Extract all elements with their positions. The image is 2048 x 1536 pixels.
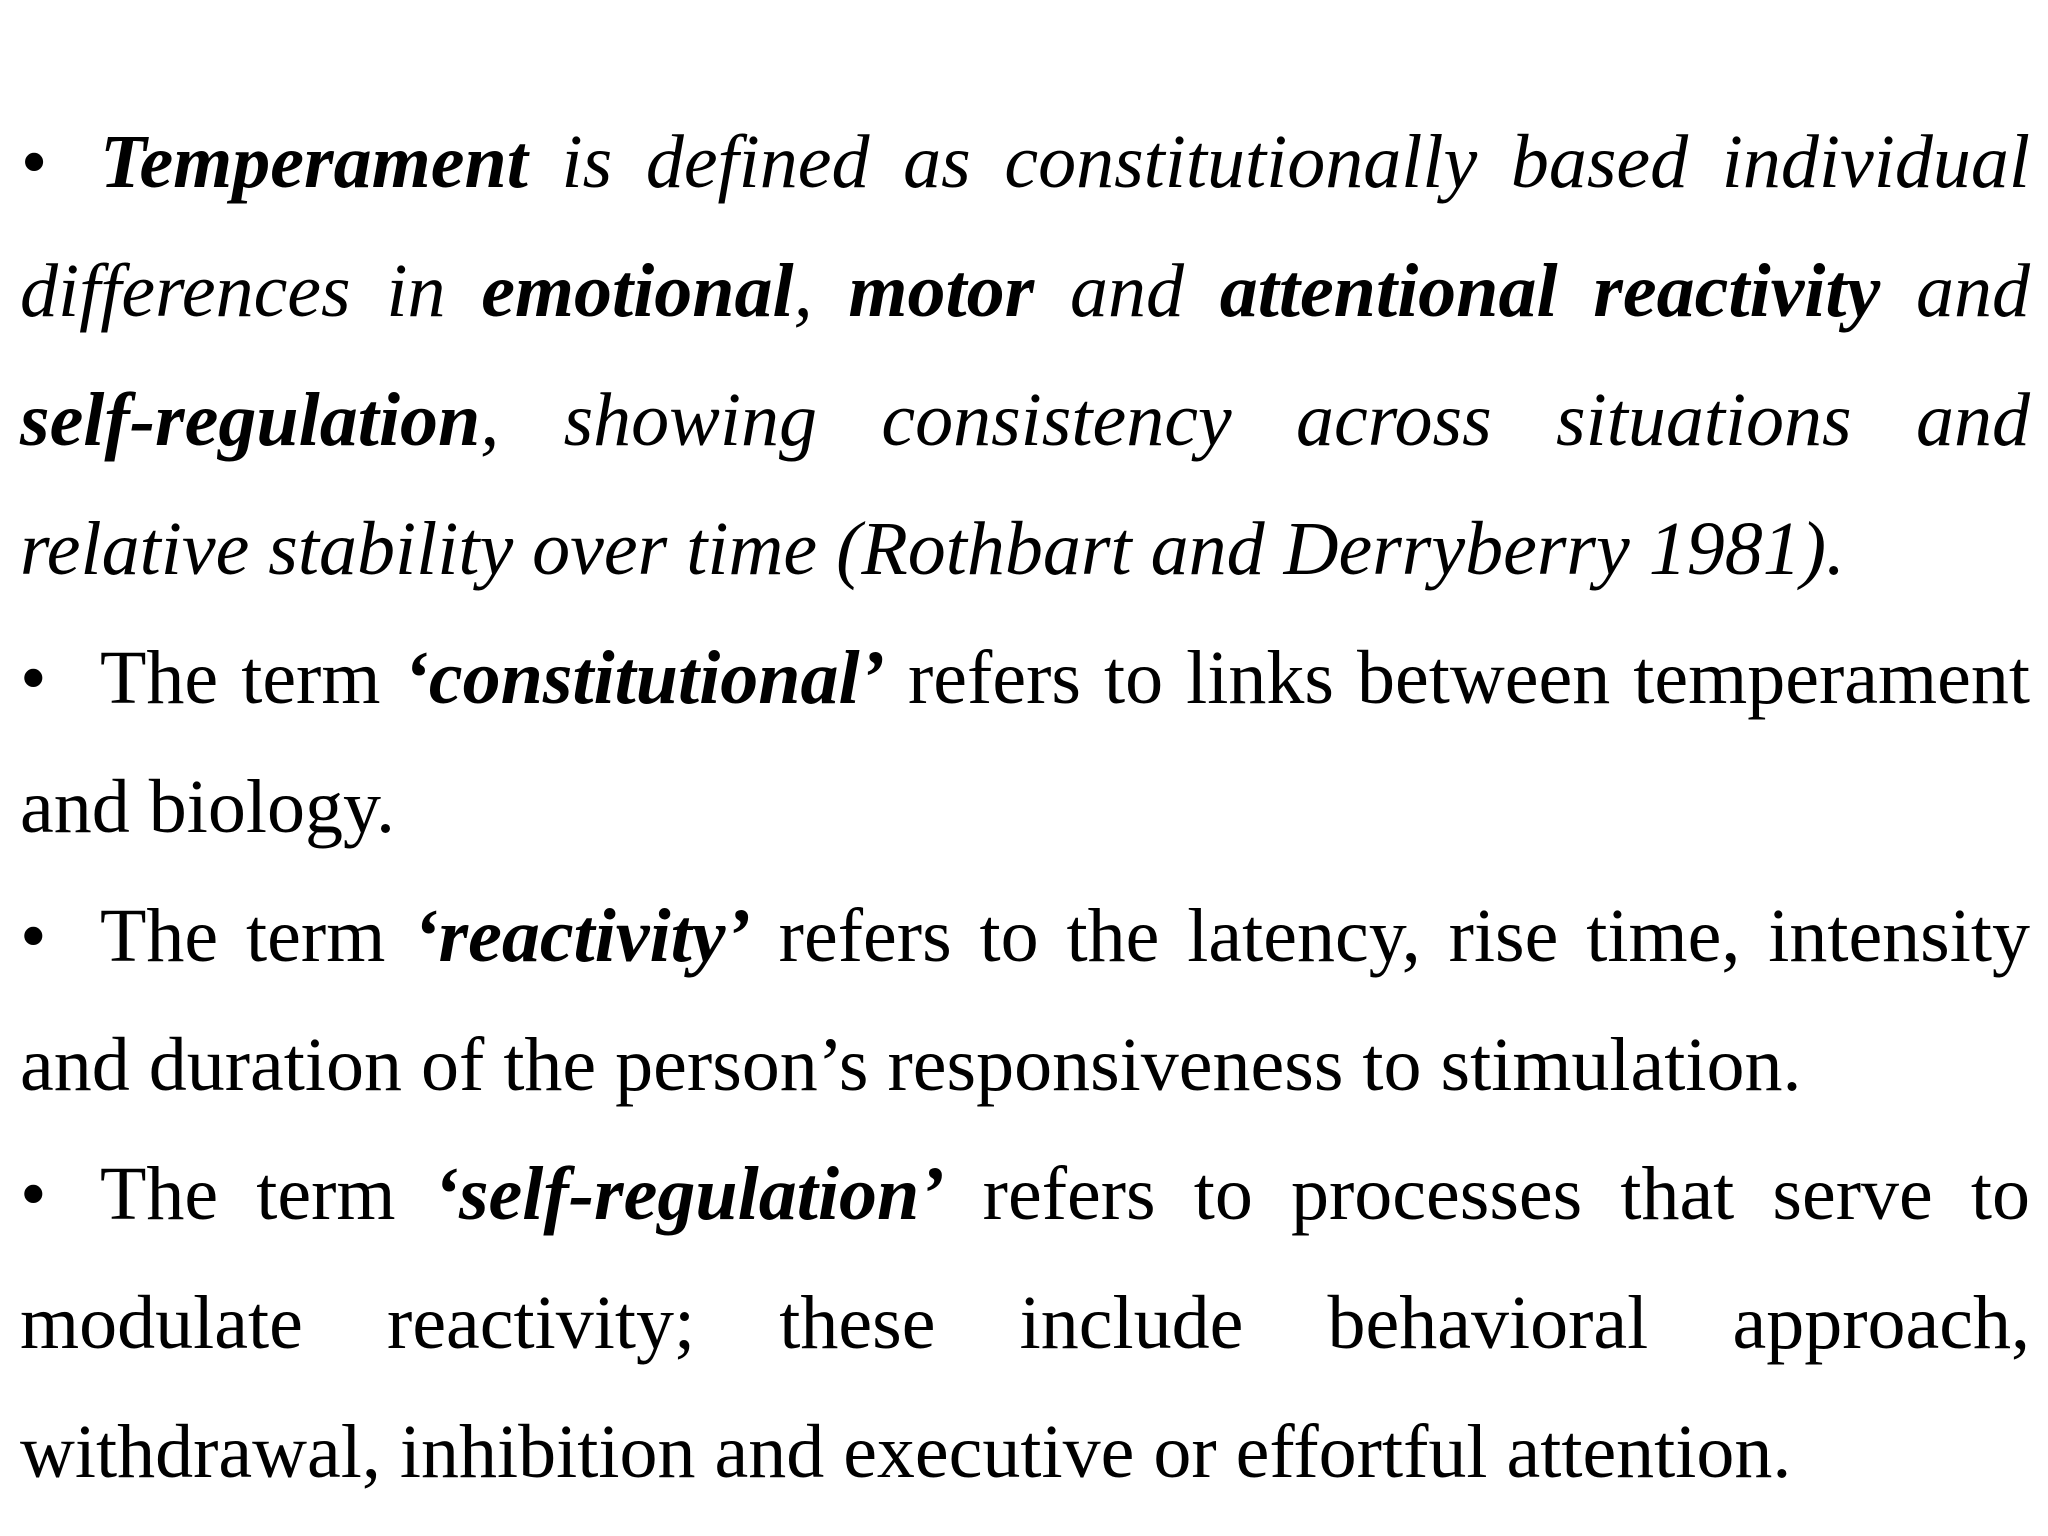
term-motor: motor xyxy=(848,249,1035,333)
explanation-text: refers to links between temperament and biology. xyxy=(20,636,2030,849)
term-temperament: Temperament xyxy=(100,120,528,204)
paragraph-constitutional xyxy=(20,614,2030,872)
term-self-regulation: self-regulation xyxy=(20,378,481,462)
lead-text: The term xyxy=(100,1152,434,1236)
term-constitutional: ‘constitutional’ xyxy=(403,636,885,720)
lead-text: The term xyxy=(100,894,414,978)
explanation-text: refers to the latency, rise time, intensity and duration of the person’s responsiveness to stimulation. xyxy=(20,894,2030,1107)
paragraph-temperament-definition xyxy=(20,98,2030,614)
term-reactivity: ‘reactivity’ xyxy=(413,894,751,978)
definition-text-end: , showing consistency across situations and relative stability over time (Rothbart and Derryberry 1981). xyxy=(20,378,2030,591)
slide-content xyxy=(20,98,2030,1517)
bullet-icon: • xyxy=(20,1152,47,1236)
term-attentional-reactivity: attentional reactivity xyxy=(1219,249,1881,333)
explanation-text: refers to processes that serve to modulate reactivity; these include behavioral approach, withdrawal, inhibition and executive or effortful attention. xyxy=(20,1152,2030,1494)
term-emotional: emotional xyxy=(481,249,794,333)
bullet-icon: • xyxy=(20,636,47,720)
definition-text: is defined as constitutionally based individual differences in xyxy=(20,120,2030,333)
separator-text: , xyxy=(793,249,849,333)
conjunction-text: and xyxy=(1880,249,2031,333)
paragraph-self-regulation xyxy=(20,1130,2030,1517)
bullet-icon: • xyxy=(20,120,47,204)
conjunction-text: and xyxy=(1034,249,1220,333)
paragraph-reactivity xyxy=(20,872,2030,1130)
term-self-regulation: ‘self-regulation’ xyxy=(433,1152,945,1236)
lead-text: The term xyxy=(100,636,404,720)
bullet-icon: • xyxy=(20,894,47,978)
